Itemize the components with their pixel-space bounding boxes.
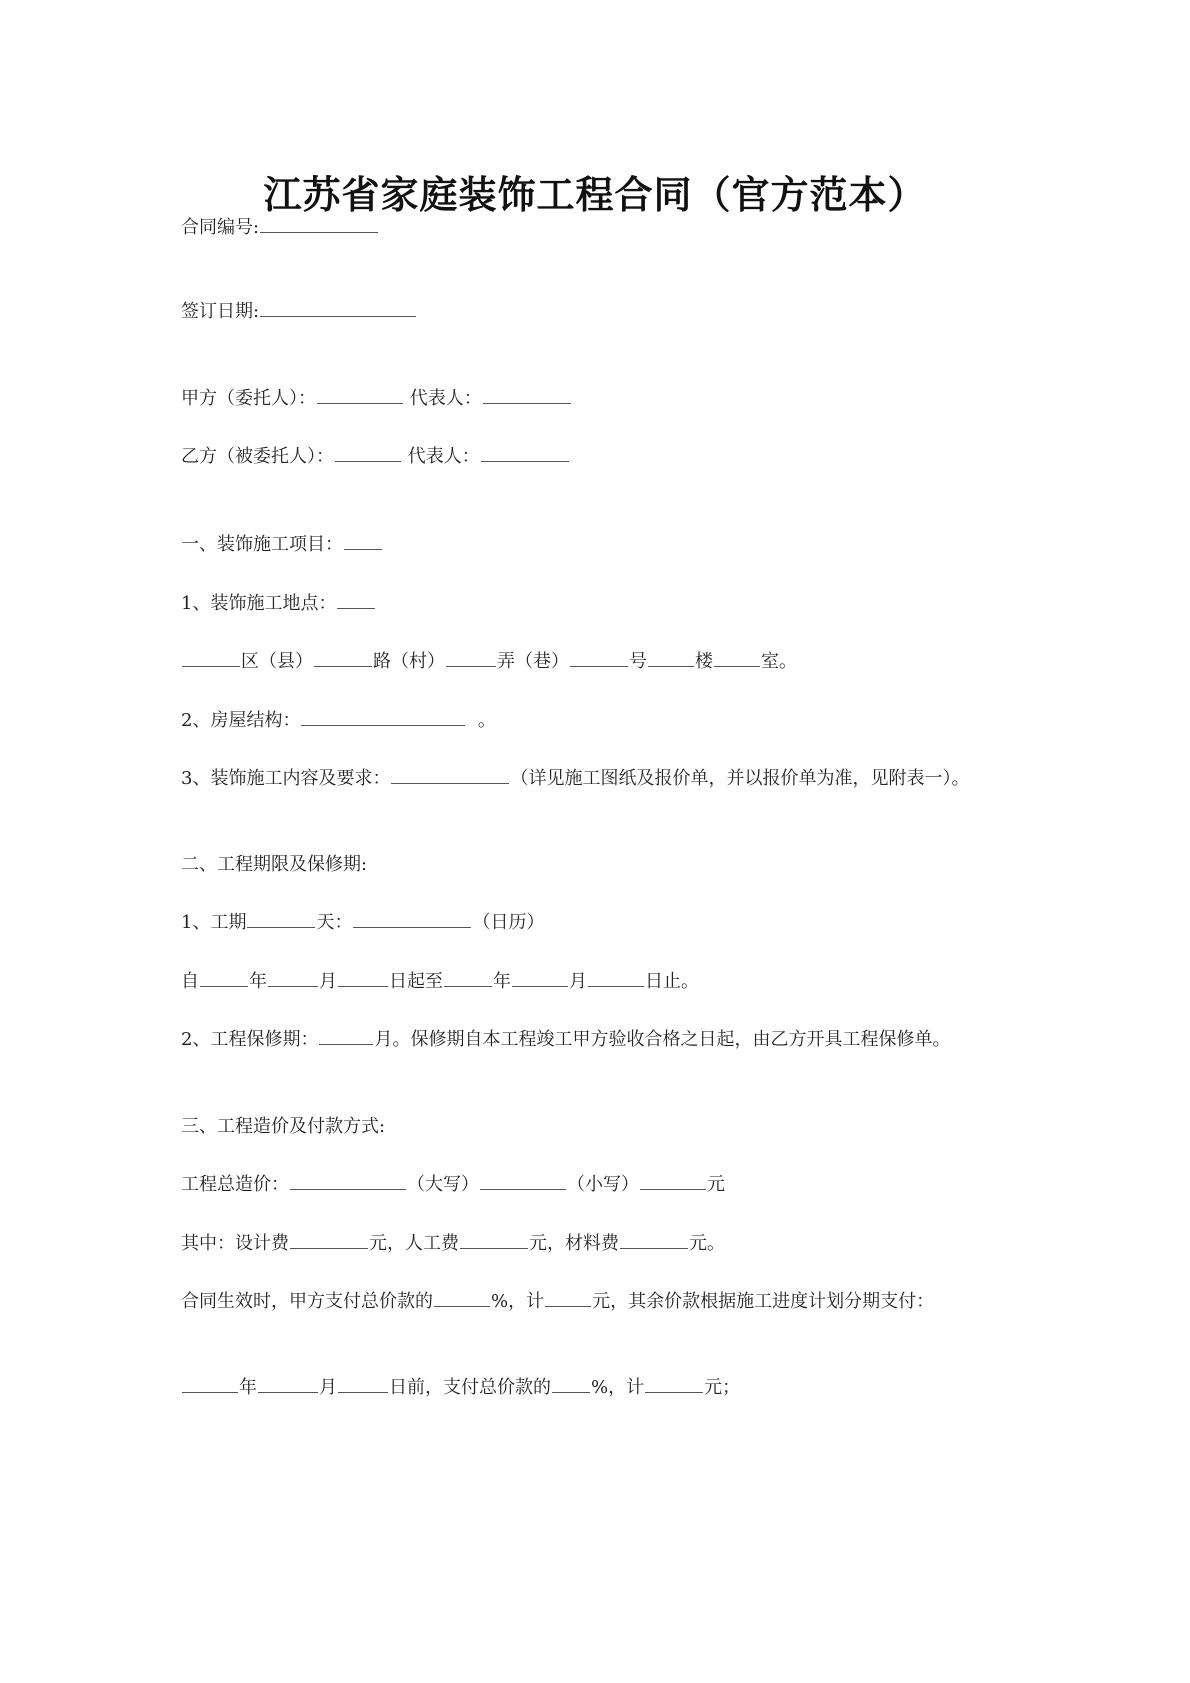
first-payment-amount-field[interactable]	[545, 1286, 591, 1307]
breakdown-row	[181, 1228, 725, 1260]
room-label: 室。	[761, 651, 797, 672]
party-a-label: 甲方（委托人）：	[181, 388, 316, 409]
year-label: 年	[249, 971, 267, 992]
party-b-field[interactable]	[335, 441, 401, 462]
from-label: 自	[181, 971, 199, 992]
days-label: 天：	[316, 912, 353, 933]
section1-heading-row	[181, 529, 383, 561]
road-label: 路（村）	[373, 651, 445, 672]
end-day-field[interactable]	[588, 966, 644, 987]
location-label: 1、装饰施工地点：	[181, 593, 337, 614]
material-fee-label: 元，材料费	[529, 1233, 619, 1254]
section3-heading: 三、工程造价及付款方式:	[181, 1116, 386, 1137]
party-a-row	[181, 383, 572, 415]
content-note: （详见施工图纸及报价单，并以报价单为准，见附表一）。	[510, 768, 970, 789]
sign-date-row	[181, 296, 417, 328]
first-payment-pct-field[interactable]	[434, 1286, 490, 1307]
content-row	[181, 763, 1021, 795]
warranty-row	[181, 1024, 1021, 1056]
month2-label: 月	[569, 971, 587, 992]
yuan-label: 元	[707, 1174, 725, 1195]
design-fee-field[interactable]	[290, 1228, 368, 1249]
number-label: 号	[629, 651, 647, 672]
project-field[interactable]	[344, 529, 382, 550]
party-b-rep-field[interactable]	[481, 441, 569, 462]
end-month-field[interactable]	[512, 966, 568, 987]
party-a-rep-label: 代表人：	[409, 388, 482, 409]
location-row	[181, 588, 376, 620]
installment-day-field[interactable]	[338, 1372, 388, 1393]
labor-fee-label: 元，人工费	[369, 1233, 459, 1254]
day-from-label: 日起至	[389, 971, 443, 992]
first-payment-row	[181, 1286, 1021, 1318]
party-b-rep-label: 代表人：	[407, 446, 480, 467]
structure-label: 2、房屋结构：	[181, 710, 301, 731]
breakdown-end: 元。	[689, 1233, 725, 1254]
building-field[interactable]	[648, 646, 694, 667]
days-field[interactable]	[247, 907, 315, 928]
structure-row	[181, 705, 496, 737]
contract-number-label: 合同编号:	[181, 217, 260, 238]
start-day-field[interactable]	[338, 966, 388, 987]
warranty-months-field[interactable]	[319, 1024, 373, 1045]
address-row	[181, 646, 797, 678]
total-label: 工程总造价：	[181, 1174, 289, 1195]
warranty-text: 月。保修期自本工程竣工甲方验收合格之日起，由乙方开具工程保修单。	[374, 1029, 951, 1050]
total-lower-field[interactable]	[480, 1169, 566, 1190]
lane-field[interactable]	[446, 646, 496, 667]
total-yuan-field[interactable]	[640, 1169, 706, 1190]
total-upper-field[interactable]	[290, 1169, 406, 1190]
start-year-field[interactable]	[200, 966, 248, 987]
duration-row	[181, 907, 544, 939]
party-a-rep-field[interactable]	[483, 383, 571, 404]
party-b-label: 乙方（被委托人）：	[181, 446, 334, 467]
year2-label: 年	[493, 971, 511, 992]
road-field[interactable]	[314, 646, 372, 667]
calendar-field[interactable]	[353, 907, 471, 928]
content-field[interactable]	[391, 763, 509, 784]
installment-end: 元；	[704, 1377, 741, 1398]
building-label: 楼	[695, 651, 713, 672]
installment-pct-field[interactable]	[552, 1372, 590, 1393]
structure-field[interactable]	[301, 705, 465, 726]
installment-year-label: 年	[239, 1377, 257, 1398]
location-field[interactable]	[337, 588, 375, 609]
labor-fee-field[interactable]	[460, 1228, 528, 1249]
party-a-field[interactable]	[317, 383, 403, 404]
contract-number-field[interactable]	[260, 212, 378, 233]
total-price-row	[181, 1169, 725, 1201]
period-row	[181, 966, 699, 998]
warranty-label: 2、工程保修期：	[181, 1029, 319, 1050]
sign-date-label: 签订日期:	[181, 301, 260, 322]
page-title: 江苏省家庭装饰工程合同（官方范本）	[263, 172, 927, 217]
day-to-label: 日止。	[645, 971, 699, 992]
room-field[interactable]	[714, 646, 760, 667]
installment-year-field[interactable]	[182, 1372, 238, 1393]
installment-month-field[interactable]	[258, 1372, 318, 1393]
district-field[interactable]	[182, 646, 240, 667]
start-month-field[interactable]	[268, 966, 318, 987]
month-label: 月	[319, 971, 337, 992]
duration-label: 1、工期	[181, 912, 247, 933]
first-payment-label: 合同生效时，甲方支付总价款的	[181, 1291, 433, 1312]
sign-date-field[interactable]	[260, 296, 416, 317]
material-fee-field[interactable]	[620, 1228, 688, 1249]
installment-month-label: 月	[319, 1377, 337, 1398]
contract-number-row	[181, 212, 379, 244]
district-label: 区（县）	[241, 651, 313, 672]
lane-label: 弄（巷）	[497, 651, 569, 672]
section1-heading: 一、装饰施工项目：	[181, 534, 343, 555]
installment-amount-field[interactable]	[645, 1372, 703, 1393]
design-fee-label: 其中：设计费	[181, 1233, 289, 1254]
end-year-field[interactable]	[444, 966, 492, 987]
installment-row	[181, 1372, 740, 1404]
first-payment-rest: 元，其余价款根据施工进度计划分期支付：	[592, 1291, 935, 1312]
lower-label: （小写）	[567, 1174, 639, 1195]
installment-pct-label: %，计	[591, 1377, 645, 1398]
upper-label: （大写）	[407, 1174, 479, 1195]
installment-day-label: 日前，支付总价款的	[389, 1377, 551, 1398]
number-field[interactable]	[570, 646, 628, 667]
party-b-row	[181, 441, 570, 473]
structure-end: 。	[477, 710, 496, 731]
calendar-note: （日历）	[472, 912, 545, 933]
content-label: 3、装饰施工内容及要求：	[181, 768, 391, 789]
section2-heading: 二、工程期限及保修期:	[181, 854, 368, 875]
first-payment-pct-label: %，计	[491, 1291, 545, 1312]
